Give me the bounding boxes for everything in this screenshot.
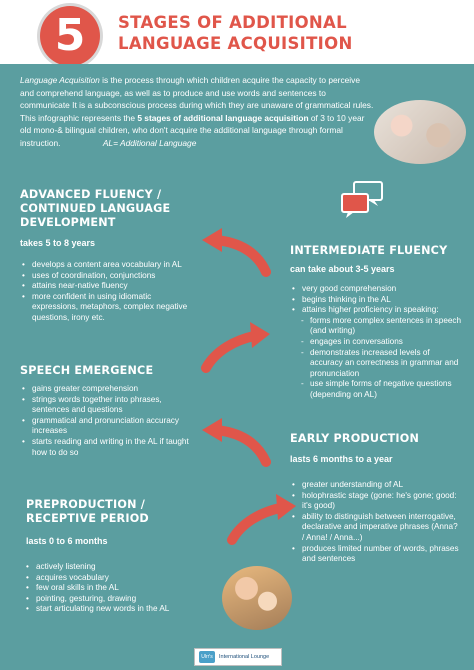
list-item: • ability to distinguish between interrogative, declarative and imperative phrases (Anna? / Anna! / Anna...) [292, 512, 462, 544]
list-item: • acquires vocabulary [26, 573, 206, 584]
intro-text [20, 74, 375, 150]
intermediate-duration: can take about 3-5 years [290, 264, 395, 274]
header [0, 0, 474, 64]
stage-title-advanced [20, 188, 170, 230]
list-item: • develops a content area vocabulary in AL [22, 260, 192, 271]
children-photo [222, 566, 292, 630]
reading-photo [374, 100, 466, 164]
stage-title-intermediate: INTERMEDIATE FLUENCY [290, 244, 448, 257]
list-item: • strings words together into phrases, sentences and questions [22, 395, 192, 416]
list-subitem: - engages in conversations [292, 337, 462, 348]
preproduction-title-2: RECEPTIVE PERIOD [26, 512, 149, 525]
speech-list [22, 384, 192, 458]
title-line-1: STAGES OF ADDITIONAL [118, 13, 347, 32]
list-item: • gains greater comprehension [22, 384, 192, 395]
intro-p2-end: of 3 to 10 year old mono-& bilingual children, who don't acquire the additional language through formal instruction. [20, 112, 365, 148]
early-duration: lasts 6 months to a year [290, 454, 393, 464]
list-item: • uses of coordination, conjunctions [22, 271, 192, 282]
footer-logo [194, 648, 282, 666]
logo-text: International Lounge [219, 654, 270, 660]
list-item: • few oral skills in the AL [26, 583, 206, 594]
arrow-up-right-icon [196, 316, 276, 376]
intro-p2-start: This infographic represents the [20, 112, 138, 123]
list-item: • attains near-native fluency [22, 281, 192, 292]
logo-mark: Ulrr's [199, 651, 215, 663]
early-list [292, 480, 462, 565]
list-item: • starts reading and writing in the AL if taught how to do so [22, 437, 192, 458]
intro-paragraph-2 [20, 112, 375, 150]
advanced-duration: takes 5 to 8 years [20, 238, 96, 248]
list-item: • more confident in using idiomatic expressions, metaphors, complex negative questions, irony etc. [22, 292, 192, 324]
advanced-title-1: ADVANCED FLUENCY / [20, 188, 162, 201]
advanced-title-2: CONTINUED LANGUAGE [20, 202, 171, 215]
intro-term: Language Acquisition [20, 75, 100, 85]
list-subitem: - use simple forms of negative questions (depending on AL) [292, 379, 462, 400]
list-item: • begins thinking in the AL [292, 295, 462, 306]
intro-p1-rest: is the process through which children acquire the capacity to perceive and comprehend language, as well as to produce and use words and sentences to communicate It is a subconscious process during which they are unaware of grammatical rules. [20, 75, 374, 111]
intro-abbrev: AL= Additional Language [102, 137, 197, 148]
list-item: • start articulating new words in the AL [26, 604, 206, 615]
advanced-title-3: DEVELOPMENT [20, 216, 116, 229]
stage-title-early: EARLY PRODUCTION [290, 432, 420, 445]
intro-paragraph-1 [20, 74, 375, 112]
preproduction-duration: lasts 0 to 6 months [26, 536, 108, 546]
list-item: • grammatical and pronunciation accuracy increases [22, 416, 192, 437]
arrow-up-left-icon [196, 410, 276, 470]
arrow-up-left-icon [196, 220, 276, 280]
intermediate-list [292, 284, 462, 401]
list-item: • pointing, gesturing, drawing [26, 594, 206, 605]
preproduction-list [26, 562, 206, 615]
stage-title-speech: SPEECH EMERGENCE [20, 364, 154, 377]
chat-bubbles-icon [338, 180, 386, 222]
list-item: • very good comprehension [292, 284, 462, 295]
list-subitem: - demonstrates increased levels of accuracy an correctness in grammar and pronunciation [292, 348, 462, 380]
number-five: 5 [54, 10, 86, 61]
title-line-2: LANGUAGE ACQUISITION [118, 34, 353, 53]
list-subitem: - forms more complex sentences in speech (and writing) [292, 316, 462, 337]
list-item: • attains higher proficiency in speaking: [292, 305, 462, 316]
arrow-up-right-icon [222, 488, 302, 548]
list-item: • actively listening [26, 562, 206, 573]
advanced-list [22, 260, 192, 324]
preproduction-title-1: PREPRODUCTION / [26, 498, 146, 511]
number-badge [40, 6, 100, 66]
list-item: • holophrastic stage (gone: he's gone; good: it's good) [292, 491, 462, 512]
stage-title-preproduction [26, 498, 149, 526]
list-item: • produces limited number of words, phrases and sentences [292, 544, 462, 565]
intro-p2-bold: 5 stages of additional language acquisition [137, 112, 309, 123]
page-title [118, 12, 353, 54]
list-item: • greater understanding of AL [292, 480, 462, 491]
